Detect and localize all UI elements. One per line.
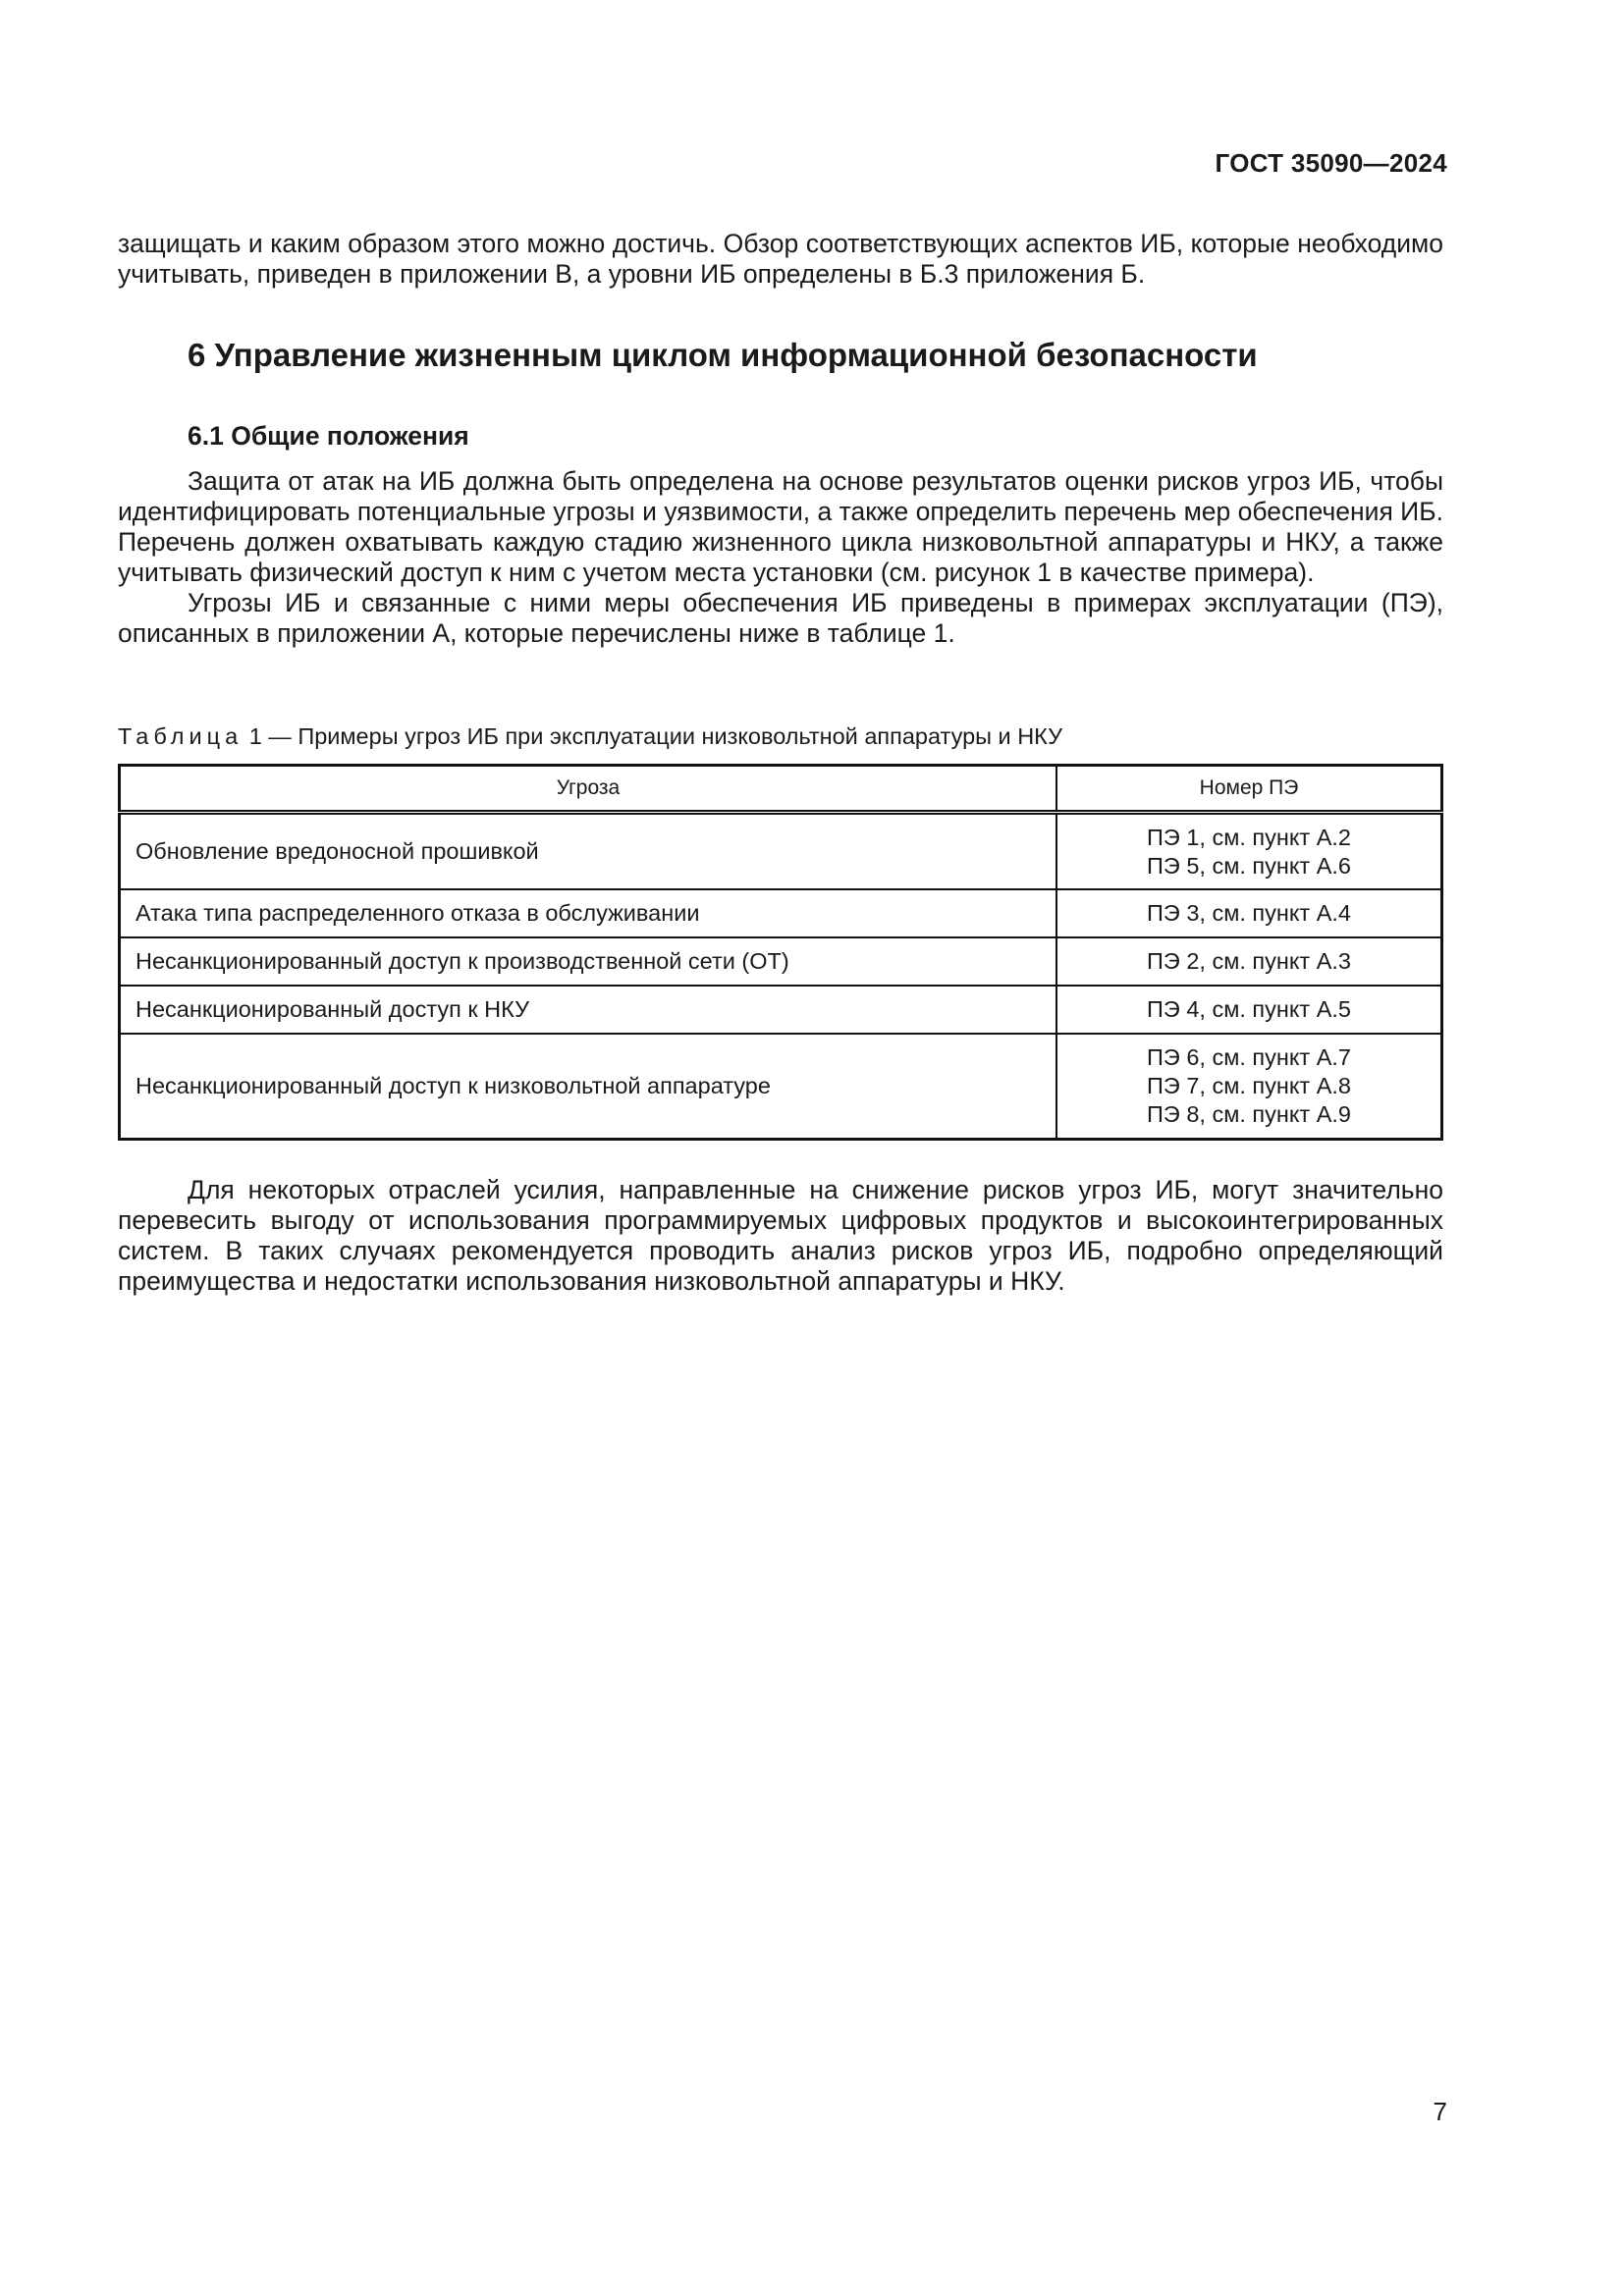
threat-cell: Несанкционированный доступ к производственной сети (ОТ)	[120, 937, 1057, 986]
table-caption-label: Таблица	[118, 723, 244, 749]
ref-line: ПЭ 7, см. пункт А.8	[1147, 1073, 1351, 1098]
table-body	[120, 813, 1442, 1140]
paragraph: защищать и каким образом этого можно достичь. Обзор соответствующих аспектов ИБ, которые необходимо учитывать, приведен в приложении В, а уровни ИБ определены в Б.3 приложения Б.	[118, 229, 1443, 289]
ref-line: ПЭ 2, см. пункт А.3	[1147, 948, 1351, 974]
ref-line: ПЭ 3, см. пункт А.4	[1147, 900, 1351, 926]
ref-cell	[1056, 937, 1442, 986]
threat-cell: Несанкционированный доступ к низковольтной аппаратуре	[120, 1034, 1057, 1140]
paragraph-after-table	[118, 1175, 1443, 1297]
ref-line: ПЭ 1, см. пункт А.2	[1147, 824, 1351, 850]
ref-line: ПЭ 8, см. пункт А.9	[1147, 1101, 1351, 1127]
section-title: 6 Управление жизненным циклом информационной безопасности	[188, 337, 1258, 373]
threat-cell: Обновление вредоносной прошивкой	[120, 813, 1057, 890]
table-row	[120, 986, 1442, 1034]
ref-line: ПЭ 6, см. пункт А.7	[1147, 1044, 1351, 1070]
table-row	[120, 813, 1442, 890]
ref-cell	[1056, 889, 1442, 937]
threat-cell: Атака типа распределенного отказа в обслуживании	[120, 889, 1057, 937]
table-header-row	[120, 766, 1442, 813]
threats-table	[118, 764, 1443, 1141]
table-caption	[118, 723, 1062, 750]
document-code: ГОСТ 35090—2024	[1215, 148, 1447, 178]
paragraph: Для некоторых отраслей усилия, направленные на снижение рисков угроз ИБ, могут значительно перевесить выгоду от использования программируемых цифровых продуктов и высокоинтегрированных систем. В таких случаях рекомендуется проводить анализ рисков угроз ИБ, подробно определяющий преимущества и недостатки использования низковольтной аппаратуры и НКУ.	[118, 1175, 1443, 1296]
ref-cell	[1056, 813, 1442, 890]
table-row	[120, 1034, 1442, 1140]
ref-line: ПЭ 4, см. пункт А.5	[1147, 996, 1351, 1022]
ref-line: ПЭ 5, см. пункт А.6	[1147, 852, 1351, 879]
subsection-title: 6.1 Общие положения	[188, 421, 469, 451]
paragraph: Угрозы ИБ и связанные с ними меры обеспечения ИБ приведены в примерах эксплуатации (ПЭ), описанных в приложении А, которые перечислены ниже в таблице 1.	[118, 588, 1443, 648]
header-ref: Номер ПЭ	[1056, 766, 1442, 813]
threat-cell: Несанкционированный доступ к НКУ	[120, 986, 1057, 1034]
ref-cell	[1056, 1034, 1442, 1140]
table-row	[120, 889, 1442, 937]
ref-cell	[1056, 986, 1442, 1034]
paragraph: Защита от атак на ИБ должна быть определена на основе результатов оценки рисков угроз ИБ, чтобы идентифицировать потенциальные угрозы и уязвимости, а также определить перечень мер обеспечения ИБ. Перечень должен охватывать каждую стадию жизненного цикла низковольтной аппаратуры и НКУ, а также учитывать физический доступ к ним с учетом места установки (см. рисунок 1 в качестве примера).	[118, 466, 1443, 587]
header-threat: Угроза	[120, 766, 1057, 813]
section-body	[118, 466, 1443, 649]
page-number: 7	[1433, 2097, 1447, 2126]
table-caption-text: 1 — Примеры угроз ИБ при эксплуатации низковольтной аппаратуры и НКУ	[248, 723, 1063, 749]
continuation-paragraph	[118, 229, 1443, 290]
table-row	[120, 937, 1442, 986]
